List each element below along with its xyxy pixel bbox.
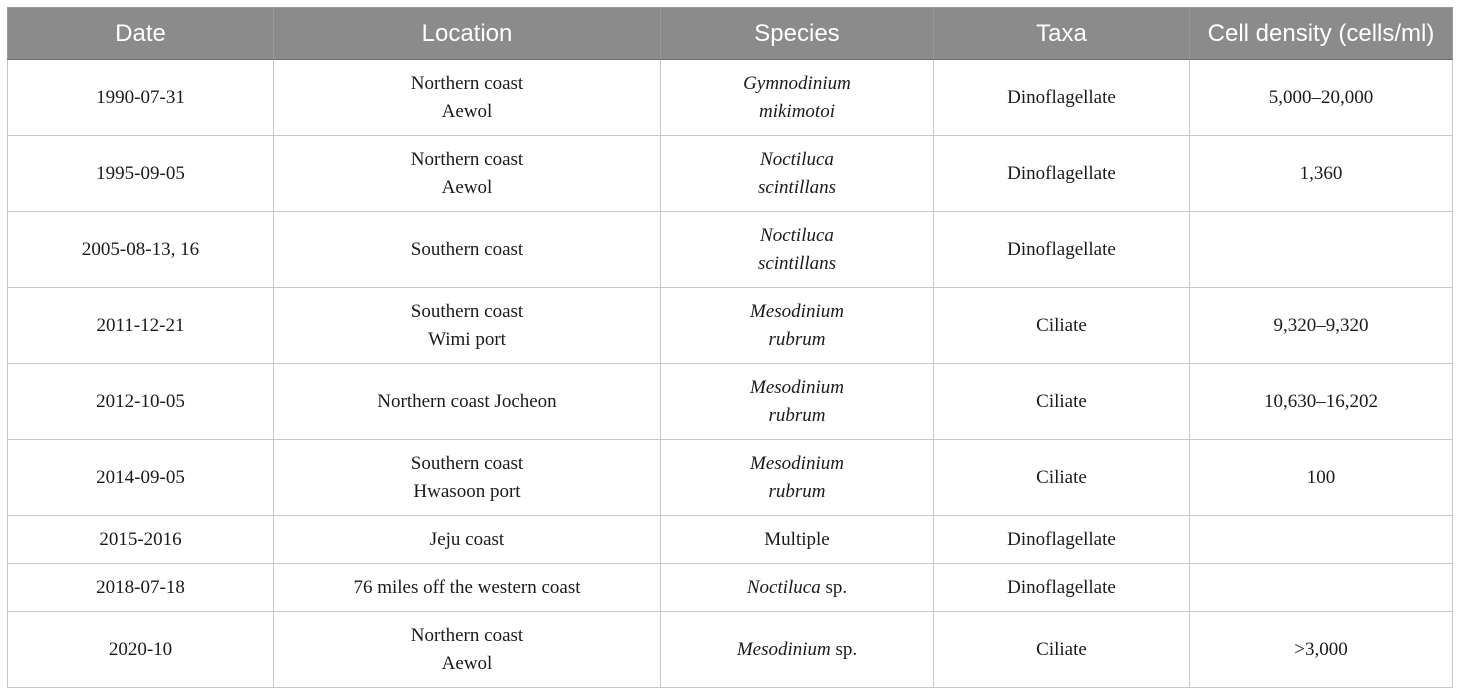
cell-taxa: Dinoflagellate <box>934 212 1190 288</box>
table-row <box>8 440 1453 516</box>
header-date: Date <box>8 8 274 60</box>
species-genus: Mesodinium <box>750 452 844 474</box>
location-line: Southern coast <box>410 300 524 322</box>
cell-date: 2015-2016 <box>8 516 274 564</box>
cell-density: >3,000 <box>1190 612 1453 688</box>
header-taxa: Taxa <box>934 8 1190 60</box>
cell-species <box>661 440 934 516</box>
cell-species <box>661 612 934 688</box>
cell-location <box>274 364 661 440</box>
cell-density <box>1190 516 1453 564</box>
cell-date: 2012-10-05 <box>8 364 274 440</box>
header-species: Species <box>661 8 934 60</box>
cell-species: Multiple <box>661 516 934 564</box>
location-line: Aewol <box>441 176 493 198</box>
species-epithet: rubrum <box>768 480 826 502</box>
species-epithet: scintillans <box>757 252 837 274</box>
cell-species <box>661 136 934 212</box>
cell-species <box>661 564 934 612</box>
header-location: Location <box>274 8 661 60</box>
location-line: Southern coast <box>410 238 524 260</box>
cell-taxa: Dinoflagellate <box>934 564 1190 612</box>
species-epithet: scintillans <box>757 176 837 198</box>
table-body <box>8 60 1453 688</box>
cell-taxa: Ciliate <box>934 288 1190 364</box>
table-row <box>8 288 1453 364</box>
table-container <box>7 7 1452 688</box>
cell-density: 5,000–20,000 <box>1190 60 1453 136</box>
cell-location <box>274 612 661 688</box>
cell-date: 2014-09-05 <box>8 440 274 516</box>
cell-species <box>661 364 934 440</box>
location-line: Wimi port <box>428 328 506 350</box>
cell-date: 2020-10 <box>8 612 274 688</box>
species-genus: Mesodinium <box>736 638 831 660</box>
hab-events-table <box>7 7 1453 688</box>
cell-location <box>274 440 661 516</box>
location-line: 76 miles off the western coast <box>353 576 581 598</box>
species-epithet: rubrum <box>768 328 826 350</box>
header-row <box>8 8 1453 60</box>
location-line: Aewol <box>441 100 493 122</box>
cell-density: 1,360 <box>1190 136 1453 212</box>
cell-species <box>661 288 934 364</box>
header-cell-density: Cell density (cells/ml) <box>1190 8 1453 60</box>
location-line: Aewol <box>441 652 493 674</box>
cell-taxa: Ciliate <box>934 612 1190 688</box>
species-epithet: mikimotoi <box>759 100 835 122</box>
table-row <box>8 564 1453 612</box>
cell-taxa: Dinoflagellate <box>934 60 1190 136</box>
table-row <box>8 136 1453 212</box>
cell-location <box>274 136 661 212</box>
cell-location <box>274 288 661 364</box>
location-line: Northern coast <box>410 624 524 646</box>
cell-location <box>274 60 661 136</box>
species-genus: Gymnodinium <box>743 72 851 94</box>
cell-location <box>274 516 661 564</box>
table-row <box>8 212 1453 288</box>
species-suffix: sp. <box>820 576 848 598</box>
table-row <box>8 612 1453 688</box>
species-genus: Noctiluca <box>760 224 834 246</box>
location-line: Northern coast Jocheon <box>377 390 557 412</box>
table-row <box>8 364 1453 440</box>
cell-density <box>1190 564 1453 612</box>
cell-taxa: Ciliate <box>934 364 1190 440</box>
cell-taxa: Dinoflagellate <box>934 136 1190 212</box>
cell-species <box>661 212 934 288</box>
cell-taxa: Dinoflagellate <box>934 516 1190 564</box>
cell-taxa: Ciliate <box>934 440 1190 516</box>
species-genus: Mesodinium <box>750 300 844 322</box>
location-line: Northern coast <box>410 72 524 94</box>
cell-date: 1995-09-05 <box>8 136 274 212</box>
cell-density: 10,630–16,202 <box>1190 364 1453 440</box>
location-line: Jeju coast <box>429 528 505 550</box>
table-row <box>8 60 1453 136</box>
cell-density: 100 <box>1190 440 1453 516</box>
cell-date: 2005-08-13, 16 <box>8 212 274 288</box>
location-line: Southern coast <box>410 452 524 474</box>
cell-location <box>274 212 661 288</box>
cell-date: 2011-12-21 <box>8 288 274 364</box>
location-line: Northern coast <box>410 148 524 170</box>
cell-density: 9,320–9,320 <box>1190 288 1453 364</box>
species-genus: Noctiluca <box>746 576 821 598</box>
cell-location <box>274 564 661 612</box>
cell-species <box>661 60 934 136</box>
species-suffix: sp. <box>830 638 858 660</box>
cell-date: 2018-07-18 <box>8 564 274 612</box>
cell-density <box>1190 212 1453 288</box>
species-genus: Noctiluca <box>760 148 834 170</box>
species-epithet: rubrum <box>768 404 826 426</box>
cell-date: 1990-07-31 <box>8 60 274 136</box>
species-genus: Mesodinium <box>750 376 844 398</box>
table-row <box>8 516 1453 564</box>
location-line: Hwasoon port <box>413 480 521 502</box>
